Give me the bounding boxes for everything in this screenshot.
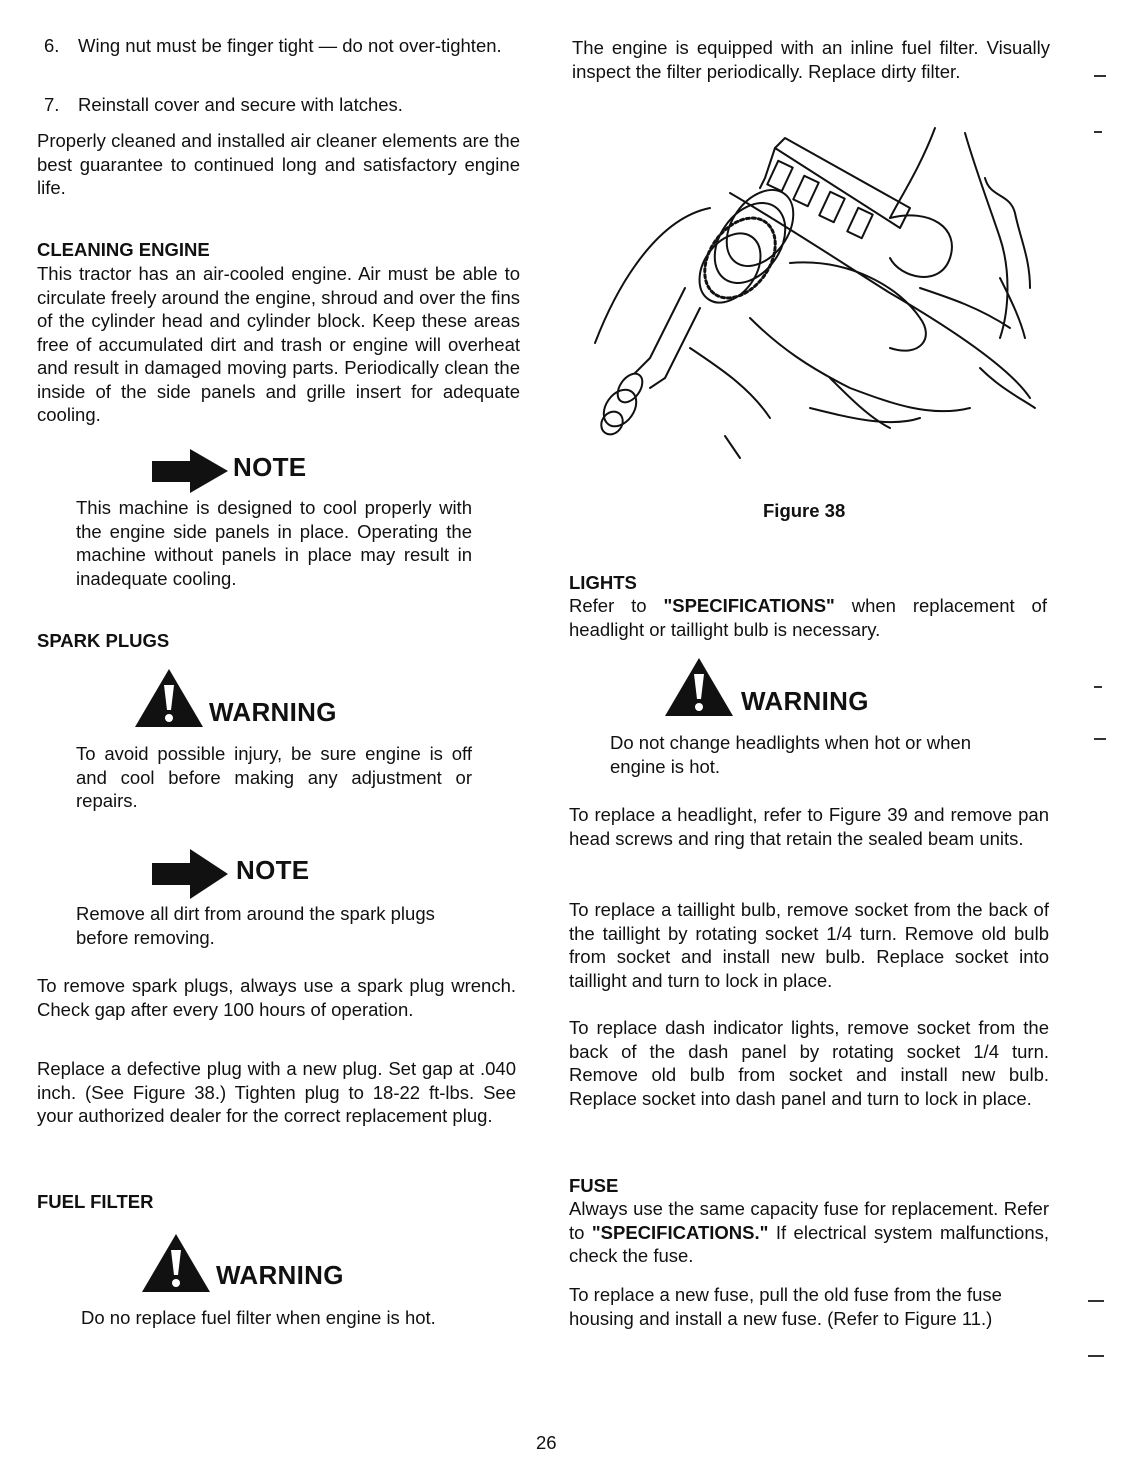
fuel-filter-illustration [590, 118, 1045, 478]
note-callout [150, 849, 350, 899]
warning-title: WARNING [209, 697, 337, 727]
warning-text: Do not change headlights when hot or when engine is hot. [610, 732, 972, 777]
spark-paragraph-1: To remove spark plugs, always use a spark plug wrench. Check gap after every 100 hours of operation. [37, 975, 516, 1020]
step-6 [44, 34, 520, 58]
warning-callout [133, 667, 393, 729]
fuse-heading: FUSE [569, 1175, 619, 1196]
fuse-paragraph-2: To replace a new fuse, pull the old fuse from the fuse housing and install a new fuse. (Refer to Figure 11.) [569, 1284, 1002, 1329]
warning-text: To avoid possible injury, be sure engine is off and cool before making any adjustment or repairs. [76, 743, 472, 811]
margin-mark [1088, 1300, 1104, 1302]
warning-callout [663, 656, 923, 718]
dash-lights-paragraph: To replace dash indicator lights, remove socket from the back of the dash panel by rotating socket 1/4 turn. Remove old bulb from socket and install new bulb. Replace socket into dash panel and turn to lock in place. [569, 1017, 1049, 1109]
warning-triangle-icon [140, 1232, 212, 1294]
note-text: This machine is designed to cool properly with the engine side panels in place. Operating the machine without panels in place may result in inadequate cooling. [76, 497, 472, 589]
margin-mark [1094, 686, 1102, 688]
fuse-paragraph-1: Always use the same capacity fuse for replacement. Refer to "SPECIFICATIONS." If electrical system malfunctions, check the fuse. [569, 1198, 1050, 1266]
margin-mark [1094, 738, 1106, 740]
arrow-icon [150, 849, 230, 899]
spark-plugs-heading: SPARK PLUGS [37, 630, 170, 651]
note-title: NOTE [233, 452, 307, 482]
warning-text: Do no replace fuel filter when engine is hot. [81, 1307, 436, 1328]
note-title: NOTE [236, 855, 310, 885]
cleaning-engine-heading: CLEANING ENGINE [37, 239, 210, 260]
margin-mark [1094, 75, 1106, 77]
warning-triangle-icon [663, 656, 735, 718]
margin-mark [1088, 1355, 1104, 1357]
figure-caption: Figure 38 [763, 500, 846, 521]
step-text: Wing nut must be finger tight — do not over-tighten. [78, 35, 502, 56]
fuel-filter-heading: FUEL FILTER [37, 1191, 154, 1212]
taillight-paragraph: To replace a taillight bulb, remove socket from the back of the taillight by rotating socket 1/4 turn. Remove old bulb from socket and install new bulb. Replace socket into taillight and turn to lock in place. [569, 899, 1049, 991]
step-text: Reinstall cover and secure with latches. [78, 94, 403, 115]
air-cleaner-paragraph: Properly cleaned and installed air cleaner elements are the best guarantee to continued long and satisfactory engine life. [37, 130, 520, 198]
warning-title: WARNING [741, 686, 869, 716]
arrow-icon [150, 449, 230, 493]
step-number: 7. [44, 94, 60, 115]
margin-mark [1094, 131, 1102, 133]
lights-heading: LIGHTS [569, 572, 637, 593]
lights-paragraph: Refer to "SPECIFICATIONS" when replacement of headlight or taillight bulb is necessary. [569, 595, 1047, 640]
warning-title: WARNING [216, 1260, 344, 1290]
warning-triangle-icon [133, 667, 205, 729]
headlight-paragraph: To replace a headlight, refer to Figure 39 and remove pan head screws and ring that retain the sealed beam units. [569, 804, 1049, 849]
note-text: Remove all dirt from around the spark plugs before removing. [76, 903, 435, 948]
note-callout [150, 449, 350, 493]
warning-callout [140, 1232, 400, 1294]
step-7 [44, 93, 520, 117]
page-number: 26 [536, 1432, 557, 1453]
cleaning-engine-paragraph: This tractor has an air-cooled engine. Air must be able to circulate freely around the engine, shroud and over the fins of the cylinder head and cylinder block. Keep these areas free of accumulated dirt and trash or engine will overheat and result in damaged moving parts. Periodically clean the inside of the side panels and grille insert for adequate cooling. [37, 263, 520, 425]
spark-paragraph-2: Replace a defective plug with a new plug. Set gap at .040 inch. (See Figure 38.) Tighten plug to 18-22 ft-lbs. See your authorized dealer for the correct replacement plug. [37, 1058, 516, 1126]
step-number: 6. [44, 35, 60, 56]
fuel-filter-paragraph: The engine is equipped with an inline fuel filter. Visually inspect the filter periodically. Replace dirty filter. [572, 37, 1050, 82]
